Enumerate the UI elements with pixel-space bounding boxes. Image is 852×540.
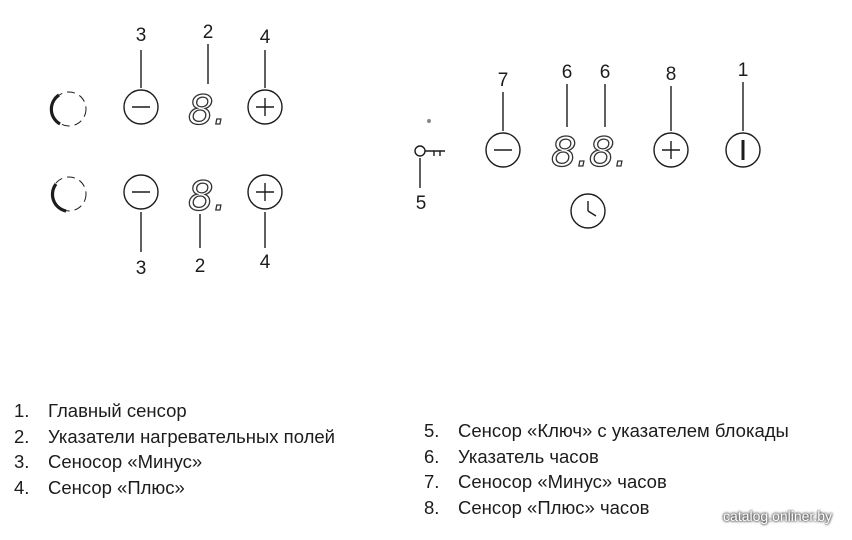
legend-text: Указатели нагревательных полей — [48, 425, 336, 447]
legend-number: 8. — [424, 496, 440, 518]
power-icon[interactable] — [726, 133, 760, 167]
legend-number: 2. — [14, 425, 30, 447]
legend-number: 4. — [14, 476, 30, 498]
legend-text: Сенсор «Ключ» с указателем блокады — [458, 420, 789, 441]
legend-item — [424, 418, 789, 444]
clock-icon — [571, 194, 605, 228]
callout-4-bottom: 4 — [259, 252, 271, 273]
legend-number: 5. — [424, 420, 440, 441]
legend-number: 3. — [14, 451, 30, 472]
heating-zone-display: 8. — [188, 88, 227, 134]
minus-circle-icon[interactable] — [124, 175, 158, 209]
legend-number: 6. — [424, 445, 440, 467]
lock-indicator-led — [427, 119, 431, 123]
legend-left — [14, 398, 335, 500]
legend-number: 7. — [424, 471, 440, 492]
watermark: catalog.onliner.by — [723, 508, 832, 524]
legend-item — [14, 449, 335, 475]
cooking-zone-icon — [51, 92, 86, 126]
timer-display-digit: 8. — [551, 130, 590, 176]
callout-1: 1 — [737, 60, 749, 81]
legend-item — [424, 444, 789, 470]
legend-item — [14, 398, 335, 424]
cooking-zone-icon — [52, 177, 86, 211]
timer-display-digit: 8. — [589, 130, 628, 176]
key-icon[interactable] — [415, 146, 445, 156]
legend-item — [424, 469, 789, 495]
legend-text: Сеносор «Минус» — [48, 451, 203, 472]
legend-right — [424, 418, 789, 520]
minus-circle-icon[interactable] — [486, 133, 520, 167]
plus-circle-icon[interactable] — [654, 133, 688, 167]
callout-6-b: 6 — [599, 62, 611, 83]
callout-8: 8 — [665, 64, 677, 85]
callout-6-a: 6 — [561, 62, 573, 83]
callout-5: 5 — [415, 193, 427, 214]
minus-circle-icon[interactable] — [124, 90, 158, 124]
legend-item — [14, 475, 335, 501]
callout-3-bottom: 3 — [135, 258, 147, 279]
legend-number: 1. — [14, 400, 30, 421]
heating-zone-display: 8. — [188, 174, 227, 220]
legend-text: Указатель часов — [458, 445, 599, 467]
callout-3-top: 3 — [135, 25, 147, 46]
legend-text: Сенсор «Плюс» часов — [458, 496, 650, 518]
plus-circle-icon[interactable] — [248, 90, 282, 124]
plus-circle-icon[interactable] — [248, 175, 282, 209]
legend-text: Главный сенсор — [48, 400, 187, 421]
callout-2-bottom: 2 — [194, 256, 206, 277]
legend-text: Сеносор «Минус» часов — [458, 471, 667, 492]
callout-7: 7 — [497, 70, 509, 91]
legend-item — [14, 424, 335, 450]
callout-2-top: 2 — [202, 22, 214, 43]
legend-text: Сенсор «Плюс» — [48, 476, 185, 498]
callout-4-top: 4 — [259, 27, 271, 48]
